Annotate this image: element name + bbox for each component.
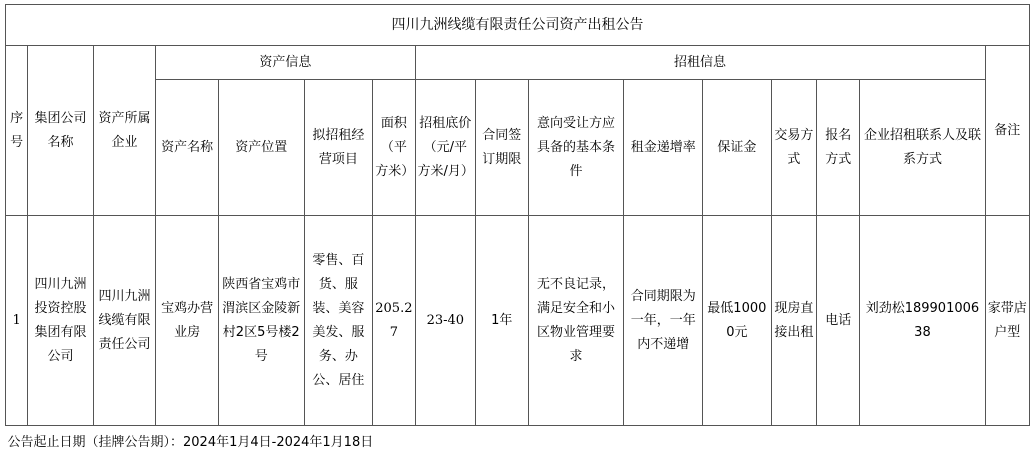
header-transaction-method: 交易方式 [771,80,816,216]
header-contract-term: 合同签订期限 [476,80,528,216]
notice-period: 公告起止日期（挂牌公告期）：2024年1月4日-2024年1月18日 [6,426,1030,461]
header-rent-increase: 租金递增率 [624,80,703,216]
group-asset-info: 资产信息 [156,46,415,80]
header-remarks: 备注 [985,46,1030,216]
cell-remarks: 家带店户型 [985,216,1030,426]
notice-title: 四川九洲线缆有限责任公司资产出租公告 [6,5,1030,46]
header-planned-business: 拟招租经营项目 [304,80,373,216]
rental-notice-table [5,4,1030,460]
cell-tenant-conditions: 无不良记录，满足安全和小区物业管理要求 [528,216,624,426]
cell-transaction-method: 现房直接出租 [771,216,816,426]
cell-group-company: 四川九洲投资控股集团有限公司 [28,216,94,426]
cell-asset-location: 陕西省宝鸡市渭滨区金陵新村2区5号楼2号 [218,216,304,426]
header-registration-method: 报名方式 [817,80,860,216]
cell-seq: 1 [6,216,28,426]
cell-contract-term: 1年 [476,216,528,426]
cell-registration-method: 电话 [817,216,860,426]
cell-owner-company: 四川九洲线缆有限责任公司 [93,216,156,426]
cell-asset-name: 宝鸡办营业房 [156,216,219,426]
group-rent-info: 招租信息 [415,46,985,80]
header-asset-name: 资产名称 [156,80,219,216]
cell-rent-increase: 合同期限为一年，一年内不递增 [624,216,703,426]
header-base-price: 招租底价（元/平方米/月） [415,80,476,216]
header-group-company: 集团公司名称 [28,46,94,216]
header-asset-location: 资产位置 [218,80,304,216]
header-owner-company: 资产所属企业 [93,46,156,216]
header-contact: 企业招租联系人及联系方式 [860,80,985,216]
cell-contact: 刘劲松18990100638 [860,216,985,426]
cell-planned-business: 零售、百货、服装、美容美发、服务、办公、居住 [304,216,373,426]
header-deposit: 保证金 [703,80,772,216]
header-tenant-conditions: 意向受让方应具备的基本条件 [528,80,624,216]
cell-area: 205.27 [373,216,415,426]
cell-deposit: 最低10000元 [703,216,772,426]
header-area: 面积（平方米） [373,80,415,216]
cell-base-price: 23-40 [415,216,476,426]
header-seq: 序号 [6,46,28,216]
